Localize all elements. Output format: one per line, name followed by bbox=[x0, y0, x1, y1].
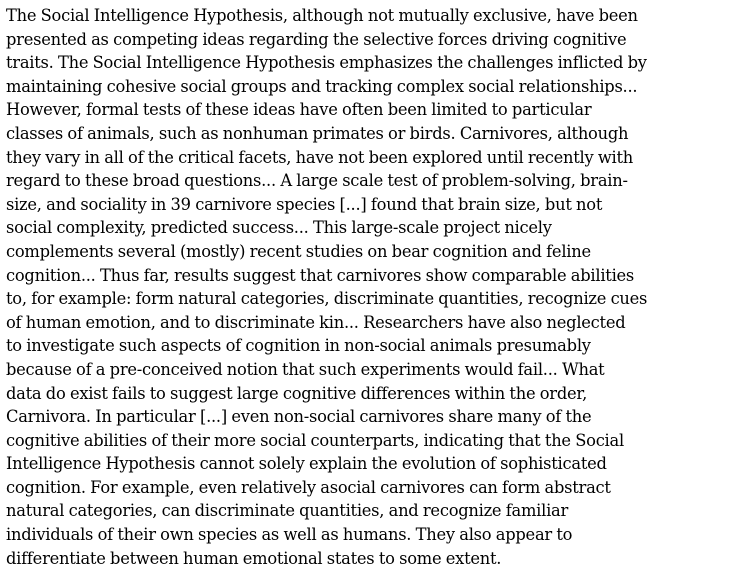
text-line-9: size, and sociality in 39 carnivore species [...] found that brain size, but not bbox=[6, 194, 603, 214]
text-line-5: However, formal tests of these ideas have often been limited to particular bbox=[6, 100, 592, 120]
text-line-17: data do exist fails to suggest large cognitive differences within the order, bbox=[6, 383, 588, 403]
text-line-15: to investigate such aspects of cognition in non-social animals presumably bbox=[6, 336, 591, 356]
text-line-12: cognition... Thus far, results suggest that carnivores show comparable abilities bbox=[6, 265, 635, 285]
text-line-1: The Social Intelligence Hypothesis, although not mutually exclusive, have been bbox=[6, 6, 638, 25]
text-line-18: Carnivora. In particular [...] even non-social carnivores share many of the bbox=[6, 407, 592, 427]
text-line-22: natural categories, can discriminate quantities, and recognize familiar bbox=[6, 501, 569, 521]
text-line-24: differentiate between human emotional states to some extent. bbox=[6, 548, 502, 567]
text-line-6: classes of animals, such as nonhuman primates or birds. Carnivores, although bbox=[6, 123, 629, 143]
text-line-3: traits. The Social Intelligence Hypothesis emphasizes the challenges inflicted by bbox=[6, 53, 647, 73]
document-page bbox=[6, 4, 738, 567]
text-line-10: social complexity, predicted success... This large-scale project nicely bbox=[6, 218, 552, 238]
text-line-4: maintaining cohesive social groups and tracking complex social relationships... bbox=[6, 76, 638, 96]
text-line-20: Intelligence Hypothesis cannot solely explain the evolution of sophisticated bbox=[6, 454, 607, 474]
text-line-2: presented as competing ideas regarding the selective forces driving cognitive bbox=[6, 29, 627, 49]
text-line-11: complements several (mostly) recent studies on bear cognition and feline bbox=[6, 241, 591, 261]
text-line-13: to, for example: form natural categories, discriminate quantities, recognize cues bbox=[6, 289, 648, 309]
text-line-21: cognition. For example, even relatively asocial carnivores can form abstract bbox=[6, 477, 611, 497]
text-line-19: cognitive abilities of their more social counterparts, indicating that the Social bbox=[6, 430, 624, 450]
text-line-7: they vary in all of the critical facets, have not been explored until recently with bbox=[6, 147, 634, 167]
text-line-16: because of a pre-conceived notion that such experiments would fail... What bbox=[6, 359, 605, 379]
text-line-23: individuals of their own species as well as humans. They also appear to bbox=[6, 525, 573, 545]
text-line-14: of human emotion, and to discriminate kin... Researchers have also neglected bbox=[6, 312, 626, 332]
text-line-8: regard to these broad questions... A large scale test of problem-solving, brain- bbox=[6, 171, 628, 191]
